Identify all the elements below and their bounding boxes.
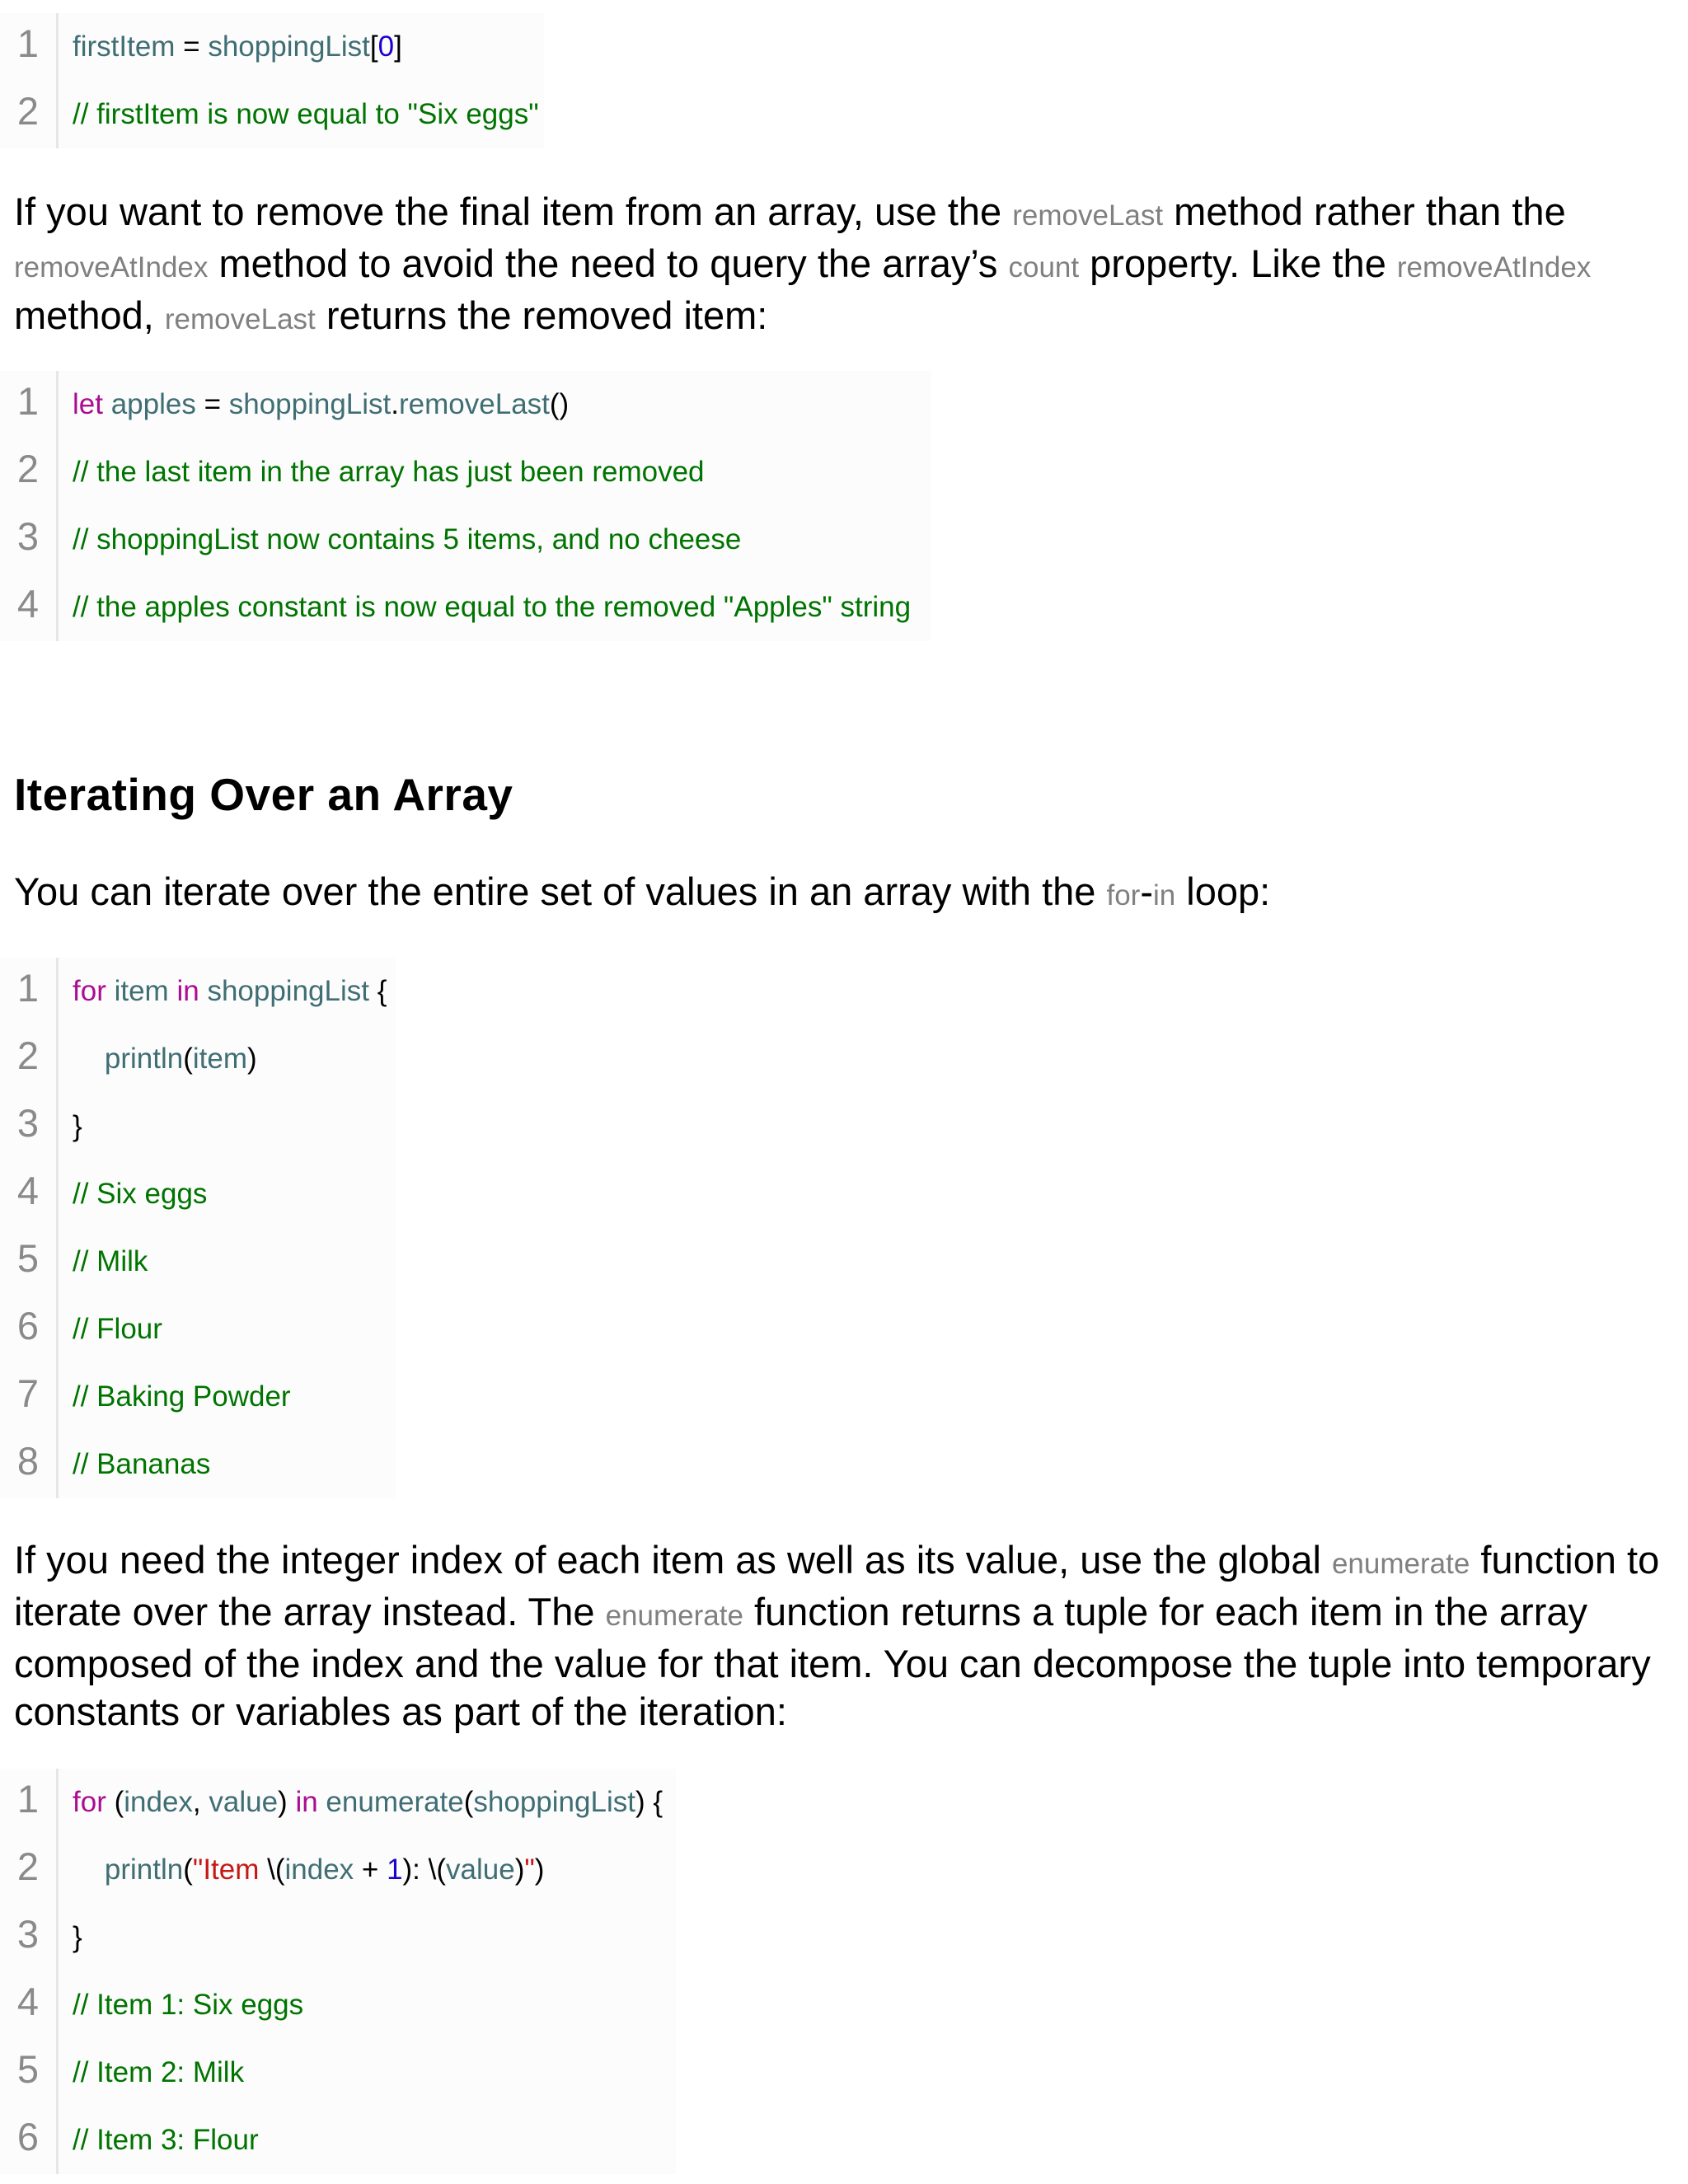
code-token: ( — [463, 1786, 474, 1818]
code-text — [73, 958, 387, 1025]
code-token: // Flour — [73, 1313, 162, 1345]
code-line — [0, 1363, 396, 1431]
code-token: () — [549, 388, 570, 420]
paragraph — [14, 868, 1671, 920]
code-text — [73, 1296, 162, 1363]
code-token: index — [124, 1786, 193, 1818]
code-token: 0 — [377, 30, 395, 63]
code-token: ) — [278, 1786, 296, 1818]
text-run: property. Like the — [1079, 241, 1397, 285]
code-token: // Item 3: Flour — [73, 2124, 259, 2156]
line-number: 2 — [0, 438, 59, 506]
code-token: firstItem — [73, 30, 176, 63]
inline-code: removeLast — [1012, 199, 1164, 232]
code-token: shoppingList — [473, 1786, 635, 1818]
code-line — [0, 1228, 396, 1296]
code-line — [0, 2039, 676, 2107]
code-token: removeLast — [399, 388, 550, 420]
code-token: \( — [267, 1854, 285, 1886]
code-text — [73, 1363, 291, 1431]
code-line — [0, 371, 931, 438]
code-token: ) — [247, 1043, 257, 1075]
code-token — [103, 388, 111, 420]
code-token: value — [446, 1854, 515, 1886]
code-token: ): \( — [402, 1854, 447, 1886]
code-token: // firstItem is now equal to "Six eggs" — [73, 98, 539, 130]
code-token: println — [104, 1043, 184, 1075]
code-text — [73, 2039, 244, 2107]
code-token: // Bananas — [73, 1448, 211, 1480]
code-text — [73, 1025, 257, 1093]
line-number: 2 — [0, 1836, 59, 1904]
code-line — [0, 81, 544, 148]
code-token: = — [175, 30, 209, 63]
line-number: 3 — [0, 1093, 59, 1160]
code-token: } — [73, 1921, 82, 1953]
code-token: " — [524, 1854, 535, 1886]
code-line — [0, 1025, 396, 1093]
text-run: loop: — [1175, 869, 1271, 913]
code-text — [73, 81, 539, 148]
code-token: + — [354, 1854, 387, 1886]
text-run: If you want to remove the final item from an array, use the — [14, 190, 1013, 233]
code-line — [0, 1836, 676, 1904]
text-run: function returns a tuple for each item in the array composed of the index and the value for that item. You can decompose the tuple into temporary constants or variables as part of the iteration: — [14, 1590, 1651, 1733]
code-token: // the apples constant is now equal to the removed "Apples" string — [73, 591, 912, 623]
inline-code: enumerate — [1331, 1548, 1470, 1580]
section-heading: Iterating Over an Array — [14, 769, 513, 820]
code-line — [0, 506, 931, 574]
text-run: method, — [14, 293, 165, 337]
code-token: item — [114, 975, 169, 1007]
code-token: for — [73, 975, 106, 1007]
code-token: = — [195, 388, 229, 420]
inline-code: enumerate — [605, 1600, 743, 1632]
inline-code: removeLast — [164, 303, 316, 335]
code-token: ) — [514, 1854, 525, 1886]
code-token: shoppingList — [228, 388, 392, 420]
line-number: 2 — [0, 81, 59, 148]
code-text — [73, 371, 569, 438]
code-block — [0, 958, 396, 1498]
line-number: 2 — [0, 1025, 59, 1093]
code-token: let — [73, 388, 103, 420]
inline-code: for — [1106, 879, 1141, 912]
code-token: in — [176, 975, 199, 1007]
code-token: 1 — [387, 1854, 403, 1886]
code-token: "Item — [192, 1854, 268, 1886]
inline-code: in — [1153, 879, 1176, 912]
code-token: // Baking Powder — [73, 1380, 291, 1413]
line-number: 4 — [0, 574, 59, 641]
code-line — [0, 1971, 676, 2039]
code-token: index — [284, 1854, 354, 1886]
text-run: method rather than the — [1163, 190, 1566, 233]
code-token: ( — [106, 1786, 124, 1818]
code-token — [73, 1854, 105, 1886]
code-token — [106, 975, 115, 1007]
text-run: You can iterate over the entire set of values in an array with the — [14, 869, 1107, 913]
code-text — [73, 506, 741, 574]
code-token: , — [192, 1786, 209, 1818]
code-text — [73, 1769, 663, 1836]
code-line — [0, 1296, 396, 1363]
code-token: // the last item in the array has just been removed — [73, 456, 705, 488]
code-text — [73, 1228, 148, 1296]
code-token: ] — [394, 30, 402, 63]
code-token: ) — [534, 1854, 545, 1886]
paragraph — [14, 188, 1671, 344]
code-token: // Item 1: Six eggs — [73, 1989, 304, 2021]
inline-code: count — [1008, 251, 1080, 284]
inline-code: removeAtIndex — [14, 251, 209, 284]
line-number: 1 — [0, 958, 59, 1025]
text-run: method to avoid the need to query the array’s — [208, 241, 1009, 285]
code-token: for — [73, 1786, 106, 1818]
code-token: // shoppingList now contains 5 items, and no cheese — [73, 523, 742, 555]
line-number: 1 — [0, 371, 59, 438]
code-token: item — [192, 1043, 248, 1075]
line-number: 6 — [0, 2107, 59, 2174]
line-number: 5 — [0, 1228, 59, 1296]
line-number: 1 — [0, 1769, 59, 1836]
text-run: - — [1140, 869, 1153, 913]
code-text — [73, 574, 911, 641]
code-line — [0, 438, 931, 506]
code-line — [0, 2107, 676, 2174]
line-number: 4 — [0, 1971, 59, 2039]
text-run: If you need the integer index of each item as well as its value, use the global — [14, 1538, 1332, 1582]
line-number: 3 — [0, 506, 59, 574]
code-block — [0, 13, 544, 148]
code-text — [73, 1971, 303, 2039]
code-text — [73, 1904, 82, 1971]
line-number: 1 — [0, 13, 59, 81]
code-token: ( — [183, 1043, 193, 1075]
code-text — [73, 438, 705, 506]
code-token: { — [368, 975, 387, 1007]
line-number: 5 — [0, 2039, 59, 2107]
code-token: } — [73, 1110, 82, 1142]
code-token: enumerate — [326, 1786, 464, 1818]
line-number: 3 — [0, 1904, 59, 1971]
code-text — [73, 1431, 210, 1498]
line-number: 8 — [0, 1431, 59, 1498]
code-token: shoppingList — [208, 30, 370, 63]
code-line — [0, 1769, 676, 1836]
code-token: value — [209, 1786, 279, 1818]
code-token — [73, 1043, 105, 1075]
code-token: ( — [183, 1854, 193, 1886]
code-line — [0, 1904, 676, 1971]
code-text — [73, 13, 402, 81]
text-run: returns the removed item: — [315, 293, 768, 337]
code-line — [0, 958, 396, 1025]
code-text — [73, 1160, 207, 1228]
line-number: 7 — [0, 1363, 59, 1431]
text-run: function to iterate over the array instead. The — [14, 1538, 1660, 1633]
code-token — [318, 1786, 326, 1818]
code-token: apples — [110, 388, 196, 420]
line-number: 4 — [0, 1160, 59, 1228]
code-token: println — [104, 1854, 184, 1886]
code-text — [73, 2107, 259, 2174]
code-token: // Item 2: Milk — [73, 2056, 245, 2088]
code-line — [0, 1160, 396, 1228]
code-token: // Six eggs — [73, 1178, 208, 1210]
code-token: . — [391, 388, 400, 420]
code-line — [0, 1431, 396, 1498]
paragraph — [14, 1536, 1671, 1736]
code-block — [0, 371, 931, 641]
code-line — [0, 13, 544, 81]
code-block — [0, 1769, 676, 2174]
code-token: in — [295, 1786, 318, 1818]
code-token — [169, 975, 177, 1007]
code-token: // Milk — [73, 1245, 148, 1277]
code-text — [73, 1093, 82, 1160]
code-text — [73, 1836, 544, 1904]
code-token — [199, 975, 208, 1007]
inline-code: removeAtIndex — [1396, 251, 1592, 284]
code-token: ) { — [635, 1786, 663, 1818]
line-number: 6 — [0, 1296, 59, 1363]
code-line — [0, 574, 931, 641]
code-token: shoppingList — [207, 975, 369, 1007]
code-token: [ — [369, 30, 378, 63]
code-line — [0, 1093, 396, 1160]
